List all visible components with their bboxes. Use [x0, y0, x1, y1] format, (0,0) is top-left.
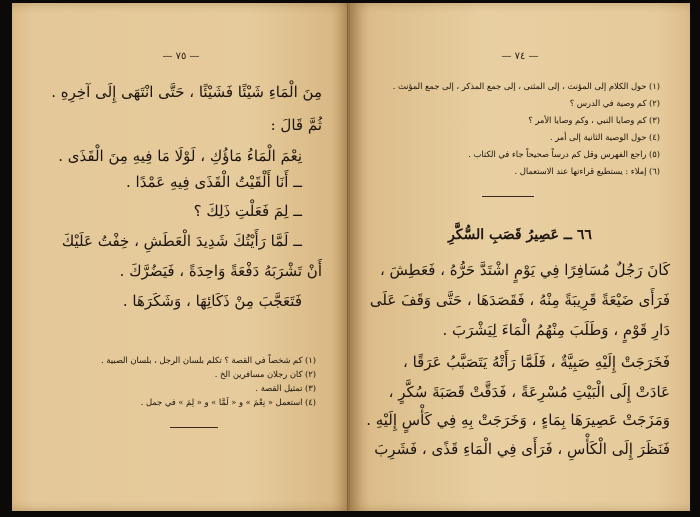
- body-line: فَخَرَجَتْ إِلَيْهِ صَبِيَّةٌ ، فَلَمَّا رَأَتْهُ يَتَصَبَّبُ عَرَقًا ،: [402, 353, 670, 371]
- body-line: ثُمَّ قَالَ :: [270, 116, 322, 134]
- section-divider: [170, 427, 218, 428]
- body-line: نِعْمَ الْمَاءُ مَاؤُكِ ، لَوْلَا مَا فِيهِ مِنَ الْقَذَى .: [58, 147, 302, 165]
- body-line: فَرَأَى ضَيْعَةً قَرِيبَةً مِنْهُ ، فَقَصَدَهَا ، حَتَّى وَقَفَ عَلَى: [369, 291, 670, 309]
- body-line: عَادَتْ إِلَى الْبَيْتِ مُسْرِعَةً ، فَدَقَّتْ قَصَبَةَ سُكَّرٍ ،: [388, 383, 670, 401]
- page-75: [12, 3, 350, 511]
- page-74: [350, 3, 690, 511]
- exercise-item: (٣) كم وصايا النبي ، وكم وصايا الأمر ؟: [528, 115, 660, 125]
- body-line: ــ لَمَّا رَأَيْتُكَ شَدِيدَ الْعَطَشِ ، خِفْتُ عَلَيْكَ: [61, 232, 302, 250]
- page-number: — ٧٥ —: [162, 51, 200, 62]
- body-line: ــ أَنَا أَلْقَيْتُ الْقَذَى فِيهِ عَمْدًا .: [125, 173, 302, 191]
- body-line: دَارِ قَوْمٍ ، وَطَلَبَ مِنْهُمُ الْمَاءَ لِيَشْرَبَ .: [442, 321, 670, 339]
- exercise-item: (١) كم شخصاً في القصة ؟ تكلم بلسان الرجل ، بلسان الصبية .: [100, 355, 316, 365]
- page-number: — ٧٤ —: [501, 51, 539, 62]
- exercise-item: (٢) كم وصية في الدرس ؟: [569, 98, 660, 108]
- body-line: أَنْ تَشْرَبَهُ دَفْعَةً وَاحِدَةً ، فَيَضُرَّكَ .: [119, 262, 322, 280]
- body-line: فَتَعَجَّبَ مِنْ ذَكَائِهَا ، وَشَكَرَهَا .: [122, 292, 302, 310]
- exercise-item: (٤) استعمل « نِعْمَ » و « لَمَّا » و « لِمَ » في جمل .: [140, 397, 316, 407]
- exercise-item: (٤) حول الوصية الثانية إلى أمر .: [549, 132, 660, 142]
- exercise-item: (٢) كان رجلان مسافرين الخ .: [214, 369, 316, 379]
- section-divider: [482, 196, 534, 197]
- open-book: [4, 3, 694, 513]
- exercise-item: (١) حول الكلام إلى المؤنث ، إلى المثنى ، إلى جمع المذكر ، إلى جمع المؤنث .: [392, 81, 660, 91]
- body-line: كَانَ رَجُلٌ مُسَافِرًا فِي يَوْمٍ اشْتَدَّ حَرُّهُ ، فَعَطِشَ ،: [379, 261, 670, 279]
- body-line: مِنَ الْمَاءِ شَيْئًا فَشَيْئًا ، حَتَّى انْتَهَى إِلَى آخِرِهِ .: [51, 83, 322, 101]
- exercise-item: (٦) إملاء : يستطيع قراءتها عند الاستعمال .: [514, 166, 660, 176]
- story-title: ٦٦ ــ عَصِيرُ قَصَبِ السُّكَّرِ: [448, 227, 592, 243]
- exercise-item: (٥) راجع الفهرس وقل كم درساً صحيحاً جاء في الكتاب .: [468, 149, 660, 159]
- body-line: فَنَظَرَ إِلَى الْكَأْسِ ، فَرَأَى فِي الْمَاءِ قَذًى ، فَشَرِبَ: [374, 440, 670, 458]
- body-line: ــ لِمَ فَعَلْتِ ذَلِكَ ؟: [193, 202, 302, 220]
- exercise-item: (٣) تمثيل القصة .: [255, 383, 316, 393]
- body-line: وَمَزَجَتْ عَصِيرَهَا بِمَاءٍ ، وَخَرَجَتْ بِهِ فِي كَأْسٍ إِلَيْهِ .: [366, 411, 670, 429]
